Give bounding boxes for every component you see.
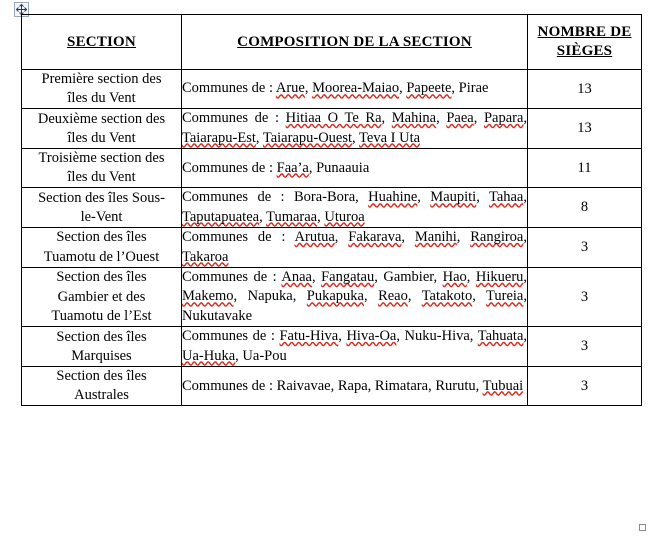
cell-composition: Communes de : Anaa, Fangatau, Gambier, Hao, Hikueru, Makemo, Napuka, Pukapuka, Reao, Tatakoto, Tureia, Nukutavake: [182, 268, 528, 327]
section-line: Première section des: [41, 71, 162, 87]
commune-name: Hikueru: [475, 269, 524, 286]
table-row: [22, 109, 642, 149]
composition-prefix: Communes de :: [182, 80, 274, 97]
commune-name: Arue: [275, 80, 305, 97]
column-header-seats-line2: SIÈGES: [556, 43, 613, 59]
commune-name: Nukutavake: [182, 307, 253, 324]
column-header-seats: [528, 15, 642, 70]
commune-name: Taputapuatea: [182, 208, 260, 225]
commune-name: Tahuata: [477, 328, 524, 345]
commune-name: Reao: [378, 288, 408, 305]
cell-composition: Communes de : Fatu-Hiva, Hiva-Oa, Nuku-Hiva, Tahuata, Ua-Huka, Ua-Pou: [182, 327, 528, 367]
cell-seats: 13: [528, 109, 642, 149]
section-line: Tuamotu de l’Est: [51, 307, 152, 324]
commune-name: Tahaa: [488, 189, 524, 206]
commune-name: Paea: [446, 110, 474, 127]
commune-name: Fatu-Hiva: [279, 328, 339, 345]
commune-name: Huahine: [368, 189, 418, 206]
composition-prefix: Communes de :: [182, 377, 274, 394]
column-header-section-label: SECTION: [67, 33, 136, 50]
cell-section: [22, 268, 182, 327]
cell-seats: 3: [528, 268, 642, 327]
commune-name: Raivavae: [276, 377, 331, 394]
commune-name: Ua-Huka: [182, 347, 236, 364]
cell-seats: 3: [528, 367, 642, 406]
commune-name: Napuka: [247, 288, 293, 305]
commune-name: Moorea-Maiao: [312, 80, 400, 97]
cell-seats: 3: [528, 327, 642, 367]
section-line: le-Vent: [80, 208, 123, 225]
commune-name: Ua-Pou: [242, 347, 287, 364]
table-body: [22, 70, 642, 406]
cell-composition: Communes de : Arue, Moorea-Maiao, Papeete, Pirae: [182, 70, 528, 109]
commune-name: Fakarava: [348, 229, 402, 246]
section-line: Australes: [74, 387, 129, 404]
commune-name: Papeete: [406, 80, 452, 97]
column-header-composition: [182, 15, 528, 70]
commune-name: Pukapuka: [306, 288, 364, 305]
table-row: [22, 70, 642, 109]
commune-name: Arutua: [294, 229, 335, 246]
composition-prefix: Communes de :: [182, 269, 277, 286]
cell-section: [22, 327, 182, 367]
commune-name: Rimatara: [374, 377, 429, 394]
section-line: îles du Vent: [67, 169, 136, 186]
cell-composition: Communes de : Faa’a, Punaauia: [182, 149, 528, 188]
section-line: Marquises: [71, 347, 132, 364]
table-row: [22, 188, 642, 228]
cell-section: [22, 367, 182, 406]
commune-name: Makemo: [182, 288, 234, 305]
section-line: Troisième section des: [38, 150, 165, 167]
commune-name: Mahina: [391, 110, 437, 127]
commune-name: Papara: [483, 110, 524, 127]
table-row: [22, 367, 642, 406]
cell-seats: 13: [528, 70, 642, 109]
section-line: Gambier et des: [57, 288, 146, 305]
commune-name: Manihi: [414, 229, 457, 246]
composition-prefix: Communes de :: [182, 328, 275, 345]
column-header-composition-label: COMPOSITION DE LA SECTION: [237, 33, 472, 50]
composition-prefix: Communes de :: [182, 110, 280, 127]
section-line: Tuamotu de l’Ouest: [43, 248, 160, 265]
table-row: [22, 149, 642, 188]
cell-composition: Communes de : Raivavae, Rapa, Rimatara, Rurutu, Tubuai: [182, 367, 528, 406]
commune-name: Punaauia: [316, 159, 370, 176]
column-header-section: [22, 15, 182, 70]
cell-seats: 8: [528, 188, 642, 228]
commune-name: Nuku-Hiva: [404, 328, 470, 345]
cell-section: [22, 228, 182, 268]
cell-section: [22, 149, 182, 188]
commune-name: Tubuai: [482, 377, 524, 394]
commune-name: Rangiroa: [470, 229, 524, 246]
table-row: [22, 228, 642, 268]
section-line: Section des îles: [56, 368, 147, 385]
commune-name: Hao: [442, 269, 467, 286]
table-header: [22, 15, 642, 70]
commune-name: Anaa: [281, 269, 312, 286]
table-resize-handle-icon[interactable]: [639, 524, 646, 531]
commune-name: Taiarapu-Est: [182, 129, 256, 146]
section-line: Deuxième section des: [37, 110, 166, 127]
commune-name: Rapa: [337, 377, 368, 394]
section-line: îles du Vent: [67, 90, 136, 107]
commune-name: Tureia: [486, 288, 524, 305]
commune-name: Teva I Uta: [359, 129, 421, 146]
composition-prefix: Communes de :: [182, 189, 285, 206]
cell-section: [22, 70, 182, 109]
section-line: Section des îles: [56, 229, 147, 246]
composition-prefix: Communes de :: [182, 159, 274, 176]
commune-name: Hiva-Oa: [346, 328, 397, 345]
commune-name: Taiarapu-Ouest: [262, 129, 353, 146]
commune-name: Tatakoto: [421, 288, 473, 305]
section-line: îles du Vent: [67, 129, 136, 146]
commune-name: Maupiti: [430, 189, 477, 206]
commune-name: Pirae: [458, 80, 489, 97]
commune-name: Faa’a: [276, 159, 309, 176]
composition-prefix: Communes de :: [182, 229, 286, 246]
commune-name: Takaroa: [182, 248, 229, 265]
section-line: Section des îles: [56, 269, 147, 286]
column-header-seats-line1: NOMBRE DE: [537, 24, 632, 41]
section-line: Section des îles Sous-: [38, 189, 165, 206]
cell-seats: 11: [528, 149, 642, 188]
table-row: [22, 268, 642, 327]
cell-section: [22, 188, 182, 228]
cell-composition: Communes de : Bora-Bora, Huahine, Maupiti, Tahaa, Taputapuatea, Tumaraa, Uturoa: [182, 188, 528, 228]
commune-name: Tumaraa: [266, 208, 318, 225]
commune-name: Rurutu: [435, 377, 476, 394]
commune-name: Uturoa: [324, 208, 365, 225]
commune-name: Bora-Bora: [293, 189, 356, 206]
sections-table: [21, 14, 642, 406]
cell-seats: 3: [528, 228, 642, 268]
cell-composition: Communes de : Hitiaa O Te Ra, Mahina, Paea, Papara, Taiarapu-Est, Taiarapu-Ouest, Teva I Uta: [182, 109, 528, 149]
cell-section: [22, 109, 182, 149]
commune-name: Gambier: [383, 269, 434, 286]
table-header-row: [22, 15, 642, 70]
section-line: Section des îles: [56, 328, 147, 345]
commune-name: Fangatau: [321, 269, 375, 286]
table-row: [22, 327, 642, 367]
commune-name: Hitiaa O Te Ra: [285, 110, 382, 127]
cell-composition: Communes de : Arutua, Fakarava, Manihi, Rangiroa, Takaroa: [182, 228, 528, 268]
